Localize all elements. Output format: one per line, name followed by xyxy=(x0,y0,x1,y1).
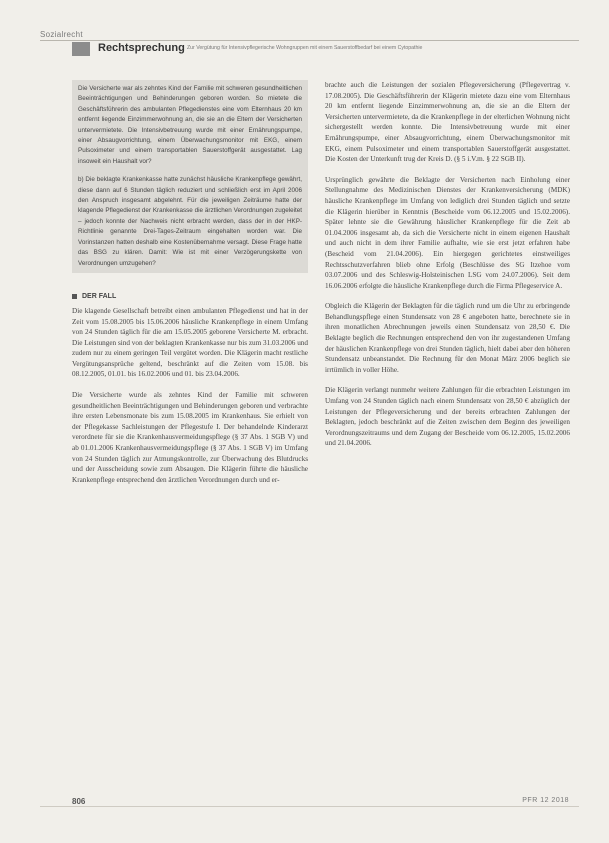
right-column xyxy=(325,80,570,459)
footer-rule xyxy=(40,806,579,807)
body-paragraph: Ursprünglich gewährte die Beklagte der Versicherten nach Einholung einer Stellungnahme des Medizinischen Dienstes der Krankenversicherung (MDK) häusliche Krankenpflege im Umfang von lediglich drei Stunden täglich und setzte die Klägerin hierüber in Kenntnis (Bescheide vom 06.12.2005 und 15.02.2006). Später lehnte sie die Gewährung häuslicher Krankenpflege für die Zeit ab 01.04.2006 insgesamt ab, da sich die Versicherte nicht in einem eigenen Haushalt und auch nicht in dem ihrer Familie aufhalte, wie sie erst jetzt erfahren habe (Bescheid vom 21.04.2006). Ein hiergegen gerichtetes einstweiliges Rechtsschutzverfahren blieb ohne Erfolg (Beschlüsse des SG Itzehoe vom 03.07.2006 und des Schleswig-Holsteinischen LSG vom 24.07.2006). Seit dem 16.06.2006 erfolgte die häusliche Krankenpflege durch die Firma Pflegeservice A. xyxy=(325,175,570,290)
body-paragraph: Die klagende Gesellschaft betreibt einen ambulanten Pflegedienst und hat in der Zeit vom 15.08.2005 bis 15.06.2006 häusliche Krankenpflege in einem Umfang von 24 Stunden täglich für die am 15.05.2005 geborene Versicherte M. erbracht. Die Leistungen sind von der beklagten Krankenkasse nur bis zum 31.03.2006 und zudem nur zu einem geringen Teil vergütet worden. Die Klägerin macht restliche Vergütungsansprüche geltend, beschränkt auf die Zeiten vom 15.08. bis 08.12.2005, 01.01. bis 16.02.2006 und 01. bis 23.04.2006. xyxy=(72,306,308,379)
header-rule xyxy=(40,40,579,41)
body-paragraph: Die Klägerin verlangt nunmehr weitere Zahlungen für die erbrachten Leistungen im Umfang von 24 Stunden täglich nach einem Stundensatz von 28,50 € abzüglich der Leistungen der Pflegeversicherung und der bereits erbrachten Zahlungen der Beklagten, jedoch beschränkt auf die Zeiten zwischen dem Beginn des jeweiligen Verordnungszeitraums und dem Zugang der Bescheide vom 06.12.2005, 15.02.2006 und 21.04.2006. xyxy=(325,386,570,448)
summary-box xyxy=(72,80,308,273)
heading-square-icon xyxy=(72,294,77,299)
journal-label: PFR 12 2018 xyxy=(522,797,569,804)
left-column xyxy=(72,80,308,495)
header-subtitle: Zur Vergütung für Intensivpflegerische Wohngruppen mit einem Sauerstoffbedarf bei einem Cytopathie xyxy=(187,45,423,51)
fall-heading xyxy=(72,293,308,300)
box-paragraph: Die Versicherte war als zehntes Kind der Familie mit schweren gesundheitlichen Beeinträchtigungen und Behinderungen geboren worden. So mietete die Geschäftsführerin des ambulanten Pflegedienstes eine vom Elternhaus 20 km entfernt liegende Einzimmerwohnung an, die sie an die Eltern der Versicherten untervermietete. Die Intensivbetreuung wurde mit einer Ernährungspumpe, einer Absaugvorrichtung, einem Überwachungsmonitor mit EKG, einem Pulsoximeter und einem transportablen Sauerstoffgerät ausgestattet. Lag insoweit ein Haushalt vor? xyxy=(78,85,302,165)
left-body xyxy=(72,306,308,486)
fall-heading-text: DER FALL xyxy=(82,292,117,300)
page-number: 806 xyxy=(72,797,86,806)
body-paragraph: Obgleich die Klägerin der Beklagten für die täglich rund um die Uhr zu erbringende Behandlungspflege einen Stundensatz von 28 € angeboten hatte, berechnete sie in ihren monatlichen Abrechnungen jeweils einen Stundensatz von 28,50 €. Die Beklagte beglich die Rechnungen entsprechend den von ihr zugestandenen Umfang der häuslichen Krankenpflege von drei Stunden täglich, hielt dabei aber den höheren Stundensatz unbeanstandet. Die Rechnung für den Monat März 2006 beglich sie irrtümlich in voller Höhe. xyxy=(325,302,570,374)
body-paragraph: Die Versicherte wurde als zehntes Kind der Familie mit schweren gesundheitlichen Beeinträchtigungen und Behinderungen geboren und verbrachte ihre ersten Lebensmonate bis zum 15.08.2005 im Krankenhaus. Sie erhielt von der Pflegekasse Sachleistungen der Pflegestufe I. Der behandelnde Kinderarzt verordnete für sie die Krankenhausvermeidungspflege (§ 37 Abs. 1 SGB V) und ab 01.01.2006 Krankenhausvermeidungspflege (§ 37 Abs. 1 SGB V) im Umfang von 24 Stunden täglich zur Atmungskontrolle, zur Überwachung des Blutdrucks und der Ausscheidung sowie zum Absaugen. Die Klägerin führte die häusliche Krankenpflege entsprechend den ärztlichen Verordnungen durch und er- xyxy=(72,391,308,484)
header-title: Rechtsprechung xyxy=(98,42,185,54)
section-label: Sozialrecht xyxy=(40,30,83,39)
box-paragraph: b) Die beklagte Krankenkasse hatte zunächst häusliche Krankenpflege gewährt, diese dann auf 6 Stunden täglich reduziert und schließlich erst im April 2006 den Anspruch insgesamt abgelehnt. Für die jeweiligen Zeiträume hatte der klagende Pflegedienst der Krankenkasse die ärztlichen Verordnungen zugeleitet – jedoch konnte der Nachweis nicht erbracht werden, dass der in der HKP-Richtlinie genannte Drei-Tages-Zeitraum eingehalten worden war. Die Vorinstanzen hatten deshalb eine Kostenübernahme versagt. Diese Frage hatte das BSG zu klären. Damit: Wie ist mit einer Verzögerungskette von Verordnungen umzugehen? xyxy=(78,176,302,267)
body-paragraph: brachte auch die Leistungen der sozialen Pflegeversicherung (Pflegevertrag v. 17.08.2005). Die Geschäftsführerin der Klägerin mietete dazu eine vom Elternhaus 20 km entfernt liegende Einzimmerwohnung an, die sie an die Eltern der Versicherten untervermietete, da die Krankenpflege in der elterlichen Wohnung nicht sichergestellt werden konnte. Die Intensivbetreuung wurde mit einer Ernährungspumpe, einer Absaugvorrichtung, einem Überwachungsmonitor mit EKG, einem Pulsoximeter und einem transportablen Sauerstoffgerät ausgestattet. Die Kosten der Unterkunft trug der Kreis D. (§ 5 i.V.m. § 22 SGB II). xyxy=(325,81,570,164)
header-marker xyxy=(72,42,90,56)
